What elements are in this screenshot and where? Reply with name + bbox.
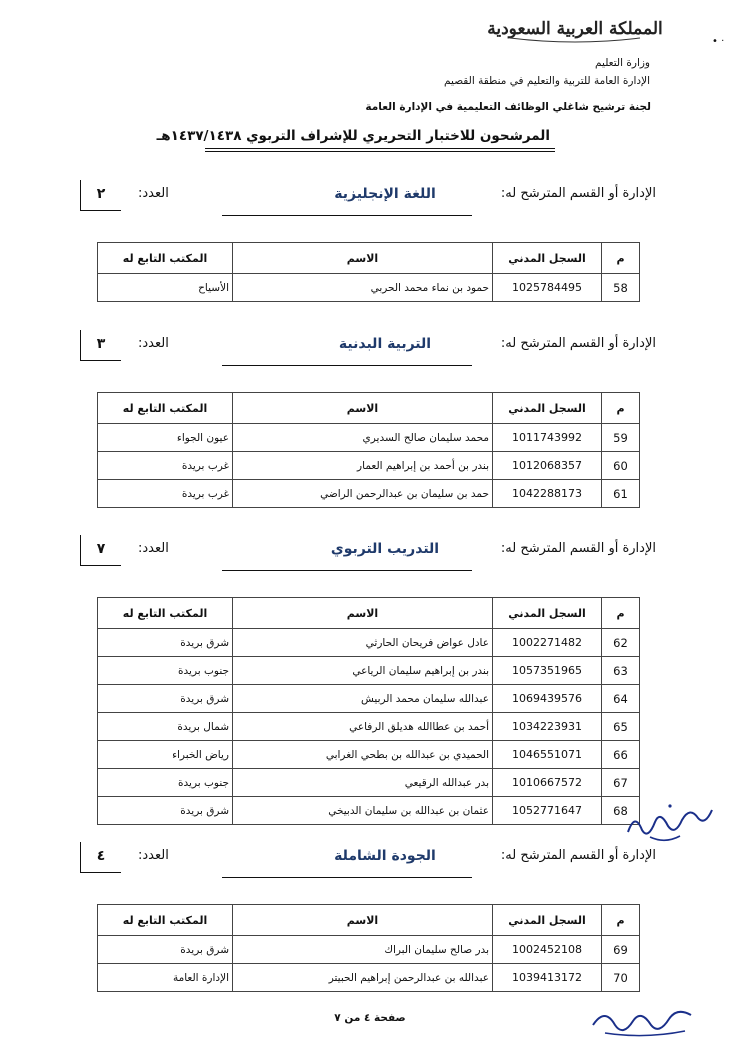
candidates-table xyxy=(97,904,640,992)
office-name: الإدارة العامة xyxy=(98,964,233,992)
count-label: العدد: xyxy=(138,541,169,556)
title-underline xyxy=(205,148,555,149)
office-name: شرق بريدة xyxy=(98,629,233,657)
candidate-name: عثمان بن عبدالله بن سليمان الدبيخي xyxy=(233,797,493,825)
row-number: 62 xyxy=(602,629,640,657)
table-row xyxy=(98,713,640,741)
civil-registry-number: 1010667572 xyxy=(493,769,602,797)
candidates-table xyxy=(97,597,640,825)
table-row xyxy=(98,936,640,964)
office-name: الأسياح xyxy=(98,274,233,302)
department-underline xyxy=(222,365,472,366)
office-name: عيون الجواء xyxy=(98,424,233,452)
count-label: العدد: xyxy=(138,848,169,863)
row-number: 65 xyxy=(602,713,640,741)
table-row xyxy=(98,274,640,302)
department-underline xyxy=(222,215,472,216)
table-row xyxy=(98,769,640,797)
column-header-m: م xyxy=(602,243,640,274)
title-underline-double xyxy=(205,151,555,152)
civil-registry-number: 1012068357 xyxy=(493,452,602,480)
directorate-name: الإدارة العامة للتربية والتعليم في منطقة القصيم xyxy=(444,75,650,87)
table-row xyxy=(98,480,640,508)
candidate-name: أحمد بن عطاالله هديلق الرفاعي xyxy=(233,713,493,741)
column-header-name: الاسم xyxy=(233,393,493,424)
office-name: جنوب بريدة xyxy=(98,657,233,685)
row-number: 69 xyxy=(602,936,640,964)
ministry-name: وزارة التعليم xyxy=(595,57,650,69)
committee-name: لجنة ترشيح شاغلي الوظائف التعليمية في الإدارة العامة xyxy=(365,101,651,113)
column-header-id: السجل المدني xyxy=(493,905,602,936)
table-row xyxy=(98,424,640,452)
candidate-name: عادل عواض فريحان الحارثي xyxy=(233,629,493,657)
office-name: شرق بريدة xyxy=(98,797,233,825)
column-header-id: السجل المدني xyxy=(493,598,602,629)
civil-registry-number: 1039413172 xyxy=(493,964,602,992)
row-number: 63 xyxy=(602,657,640,685)
table-row xyxy=(98,741,640,769)
department-underline xyxy=(222,570,472,571)
row-number: 70 xyxy=(602,964,640,992)
department-name: التدريب التربوي xyxy=(330,541,440,557)
candidate-name: محمد سليمان صالح السديري xyxy=(233,424,493,452)
civil-registry-number: 1057351965 xyxy=(493,657,602,685)
candidate-name: حمد بن سليمان بن عبدالرحمن الراضي xyxy=(233,480,493,508)
table-row xyxy=(98,452,640,480)
table-header-row xyxy=(98,393,640,424)
row-number: 59 xyxy=(602,424,640,452)
table-header-row xyxy=(98,243,640,274)
department-label: الإدارة أو القسم المترشح له: xyxy=(500,541,656,556)
count-value: ٤ xyxy=(80,842,121,873)
table-row xyxy=(98,964,640,992)
office-name: شرق بريدة xyxy=(98,936,233,964)
office-name: غرب بريدة xyxy=(98,452,233,480)
column-header-name: الاسم xyxy=(233,905,493,936)
civil-registry-number: 1002452108 xyxy=(493,936,602,964)
table-header-row xyxy=(98,905,640,936)
civil-registry-number: 1002271482 xyxy=(493,629,602,657)
candidates-table xyxy=(97,392,640,508)
candidate-name: بندر بن أحمد بن إبراهيم العمار xyxy=(233,452,493,480)
civil-registry-number: 1069439576 xyxy=(493,685,602,713)
department-name: الجودة الشاملة xyxy=(334,848,436,864)
count-value: ٧ xyxy=(80,535,121,566)
row-number: 64 xyxy=(602,685,640,713)
scan-mark: • · xyxy=(712,36,725,47)
candidates-table xyxy=(97,242,640,302)
column-header-id: السجل المدني xyxy=(493,393,602,424)
table-row xyxy=(98,657,640,685)
column-header-name: الاسم xyxy=(233,243,493,274)
count-label: العدد: xyxy=(138,336,169,351)
table-row xyxy=(98,797,640,825)
candidate-name: حمود بن نماء محمد الحربي xyxy=(233,274,493,302)
civil-registry-number: 1025784495 xyxy=(493,274,602,302)
candidate-name: بدر صالح سليمان البراك xyxy=(233,936,493,964)
department-label: الإدارة أو القسم المترشح له: xyxy=(500,186,656,201)
count-value: ٢ xyxy=(80,180,121,211)
department-label: الإدارة أو القسم المترشح له: xyxy=(500,848,656,863)
civil-registry-number: 1011743992 xyxy=(493,424,602,452)
column-header-m: م xyxy=(602,905,640,936)
column-header-office: المكتب التابع له xyxy=(98,393,233,424)
column-header-office: المكتب التابع له xyxy=(98,243,233,274)
row-number: 61 xyxy=(602,480,640,508)
signature-2 xyxy=(585,995,700,1040)
candidate-name: بدر عبدالله الرقيعي xyxy=(233,769,493,797)
department-underline xyxy=(222,877,472,878)
row-number: 67 xyxy=(602,769,640,797)
candidate-name: عبدالله سليمان محمد الربيش xyxy=(233,685,493,713)
row-number: 66 xyxy=(602,741,640,769)
page-title: المرشحون للاختبار التحريري للإشراف التربوي ١٤٣٧/١٤٣٨هـ xyxy=(156,128,550,144)
office-name: شرق بريدة xyxy=(98,685,233,713)
table-row xyxy=(98,685,640,713)
office-name: شمال بريدة xyxy=(98,713,233,741)
kingdom-logo xyxy=(487,8,663,48)
row-number: 60 xyxy=(602,452,640,480)
candidate-name: عبدالله بن عبدالرحمن إبراهيم الحبيتر xyxy=(233,964,493,992)
column-header-name: الاسم xyxy=(233,598,493,629)
count-label: العدد: xyxy=(138,186,169,201)
page-number: صفحة ٤ من ٧ xyxy=(334,1012,406,1024)
department-name: التربية البدنية xyxy=(338,336,432,352)
office-name: جنوب بريدة xyxy=(98,769,233,797)
civil-registry-number: 1046551071 xyxy=(493,741,602,769)
row-number: 68 xyxy=(602,797,640,825)
office-name: رياض الخبراء xyxy=(98,741,233,769)
civil-registry-number: 1042288173 xyxy=(493,480,602,508)
civil-registry-number: 1034223931 xyxy=(493,713,602,741)
department-name: اللغة الإنجليزية xyxy=(334,186,436,202)
candidate-name: بندر بن إبراهيم سليمان الرياعي xyxy=(233,657,493,685)
row-number: 58 xyxy=(602,274,640,302)
column-header-office: المكتب التابع له xyxy=(98,905,233,936)
office-name: غرب بريدة xyxy=(98,480,233,508)
table-row xyxy=(98,629,640,657)
count-value: ٣ xyxy=(80,330,121,361)
column-header-id: السجل المدني xyxy=(493,243,602,274)
column-header-m: م xyxy=(602,598,640,629)
table-header-row xyxy=(98,598,640,629)
kingdom-logo-text: المملكة العربية السعودية xyxy=(487,19,663,39)
column-header-office: المكتب التابع له xyxy=(98,598,233,629)
department-label: الإدارة أو القسم المترشح له: xyxy=(500,336,656,351)
civil-registry-number: 1052771647 xyxy=(493,797,602,825)
candidate-name: الحميدي بن عبدالله بن بطحي الغرابي xyxy=(233,741,493,769)
signature-1 xyxy=(620,792,720,847)
column-header-m: م xyxy=(602,393,640,424)
